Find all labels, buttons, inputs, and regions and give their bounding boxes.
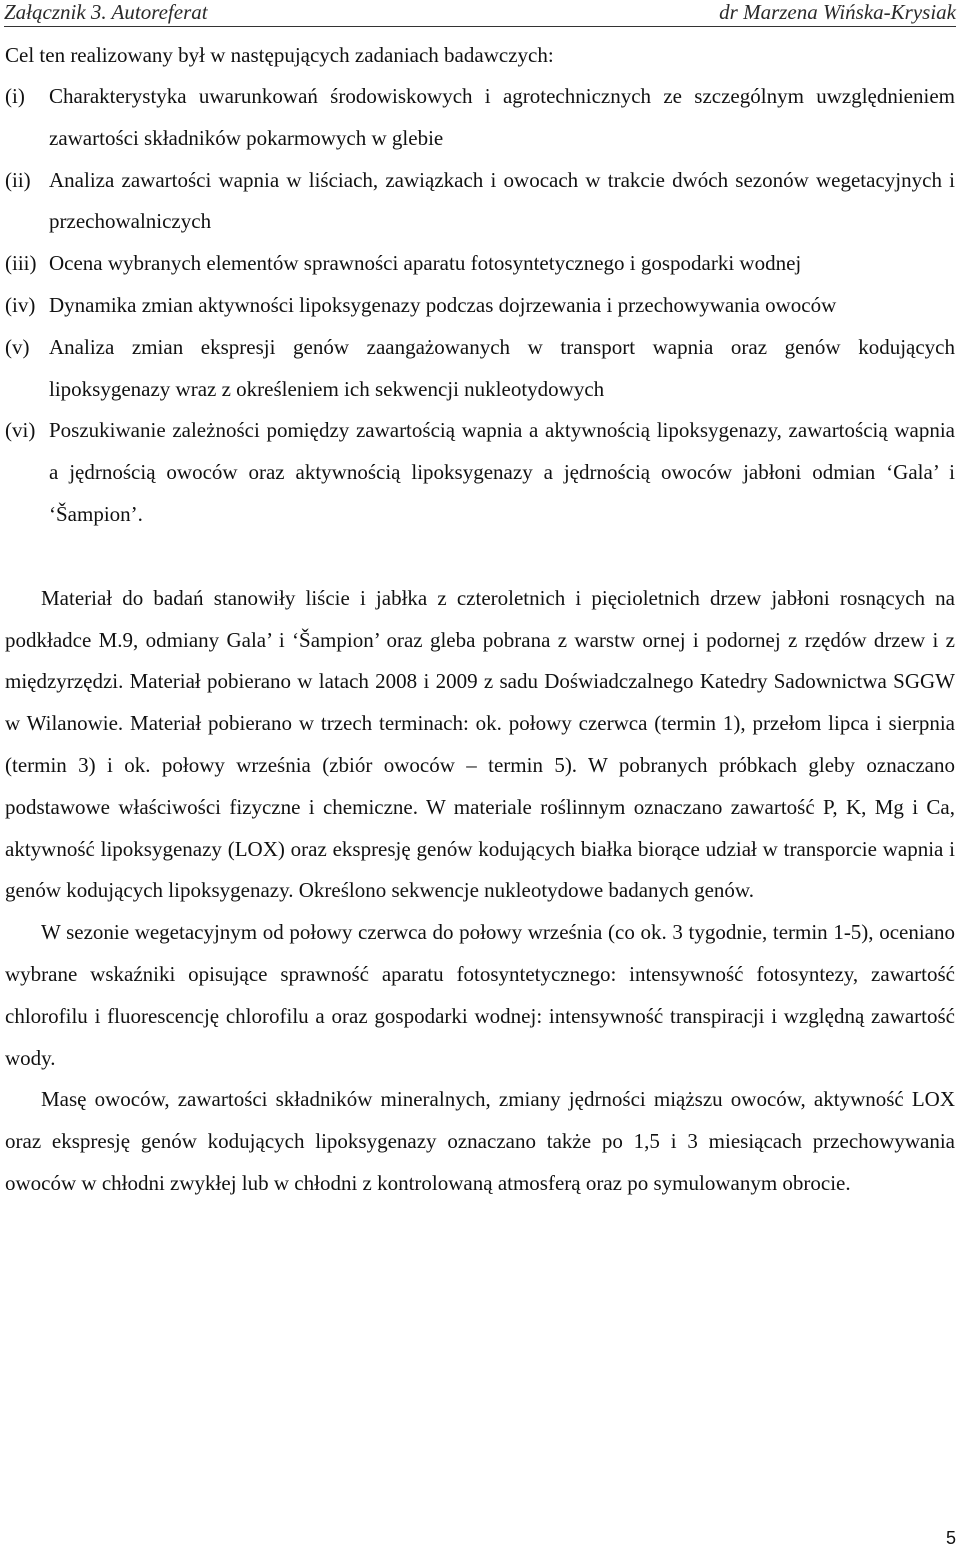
task-text: Analiza zmian ekspresji genów zaangażowanych w transport wapnia oraz genów kodujących lipoksygenazy wraz z określeniem ich sekwencji nukleotydowych xyxy=(49,334,955,401)
document-body xyxy=(5,35,955,1205)
task-text: Dynamika zmian aktywności lipoksygenazy podczas dojrzewania i przechowywania owoców xyxy=(49,292,837,317)
page-header xyxy=(4,0,956,27)
task-item xyxy=(5,285,955,327)
task-number: (ii) xyxy=(5,167,31,192)
body-paragraph-storage: Masę owoców, zawartości składników mineralnych, zmiany jędrności miąższu owoców, aktywność LOX oraz ekspresję genów kodujących lipoksygenazy oznaczano także po 1,5 i 3 miesiącach przechowywania owoców w chłodni zwykłej lub w chłodni z kontrolowaną atmosferą oraz po symulowanym obrocie. xyxy=(5,1087,955,1195)
task-text: Poszukiwanie zależności pomiędzy zawartością wapnia a aktywnością lipoksygenazy, zawartością wapnia a jędrnością owoców oraz aktywnością lipoksygenazy a jędrnością owoców jabłoni odmian ‘Gala’ i ‘Šampion’. xyxy=(49,418,955,526)
intro-text: Cel ten realizowany był w następujących zadaniach badawczych: xyxy=(5,43,554,67)
paragraph-spacer xyxy=(5,536,955,578)
task-item xyxy=(5,243,955,285)
task-text: Analiza zawartości wapnia w liściach, zawiązkach i owocach w trakcie dwóch sezonów wegetacyjnych i przechowalniczych xyxy=(49,167,955,234)
body-paragraph-material: Materiał do badań stanowiły liście i jabłka z czteroletnich i pięcioletnich drzew jabłoni rosnących na podkładce M.9, odmiany Gala’ i ‘Šampion’ oraz gleba pobrana z warstw ornej i podornej z rzędów drzew i z międzyrzędzi. Materiał pobierano w latach 2008 i 2009 z sadu Doświadczalnego Katedry Sadownictwa SGGW w Wilanowie. Materiał pobierano w trzech terminach: ok. połowy czerwca (termin 1), przełom lipca i sierpnia (termin 3) i ok. połowy września (zbiór owoców – termin 5). W pobranych próbkach gleby oznaczano podstawowe właściwości fizyczne i chemiczne. W materiale roślinnym oznaczano zawartość P, K, Mg i Ca, aktywność lipoksygenazy (LOX) oraz ekspresję genów kodujących białka biorące udział w transporcie wapnia i genów kodujących lipoksygenazy. Określono sekwencje nukleotydowe badanych genów. xyxy=(5,585,955,903)
body-paragraph-season: W sezonie wegetacyjnym od połowy czerwca do połowy września (co ok. 3 tygodnie, termin 1-5), oceniano wybrane wskaźniki opisujące sprawność aparatu fotosyntetycznego: intensywność fotosyntezy, zawartość chlorofilu i fluorescencję chlorofilu a oraz gospodarki wodnej: intensywność transpiracji i względną zawartość wody. xyxy=(5,920,955,1070)
task-item xyxy=(5,410,955,535)
task-item xyxy=(5,76,955,160)
task-number: (iii) xyxy=(5,251,37,276)
header-title: Załącznik 3. Autoreferat xyxy=(4,0,208,24)
task-number: (vi) xyxy=(5,418,36,443)
task-item xyxy=(5,160,955,244)
task-text: Ocena wybranych elementów sprawności aparatu fotosyntetycznego i gospodarki wodnej xyxy=(49,251,802,276)
task-number: (i) xyxy=(5,84,25,108)
task-number: (v) xyxy=(5,334,30,359)
task-item xyxy=(5,327,955,411)
header-author: dr Marzena Wińska-Krysiak xyxy=(719,0,956,24)
task-number: (iv) xyxy=(5,292,36,317)
task-text: Charakterystyka uwarunkowań środowiskowych i agrotechnicznych ze szczególnym uwzględnieniem zawartości składników pokarmowych w glebie xyxy=(49,84,955,150)
page-number: 5 xyxy=(945,1528,956,1548)
